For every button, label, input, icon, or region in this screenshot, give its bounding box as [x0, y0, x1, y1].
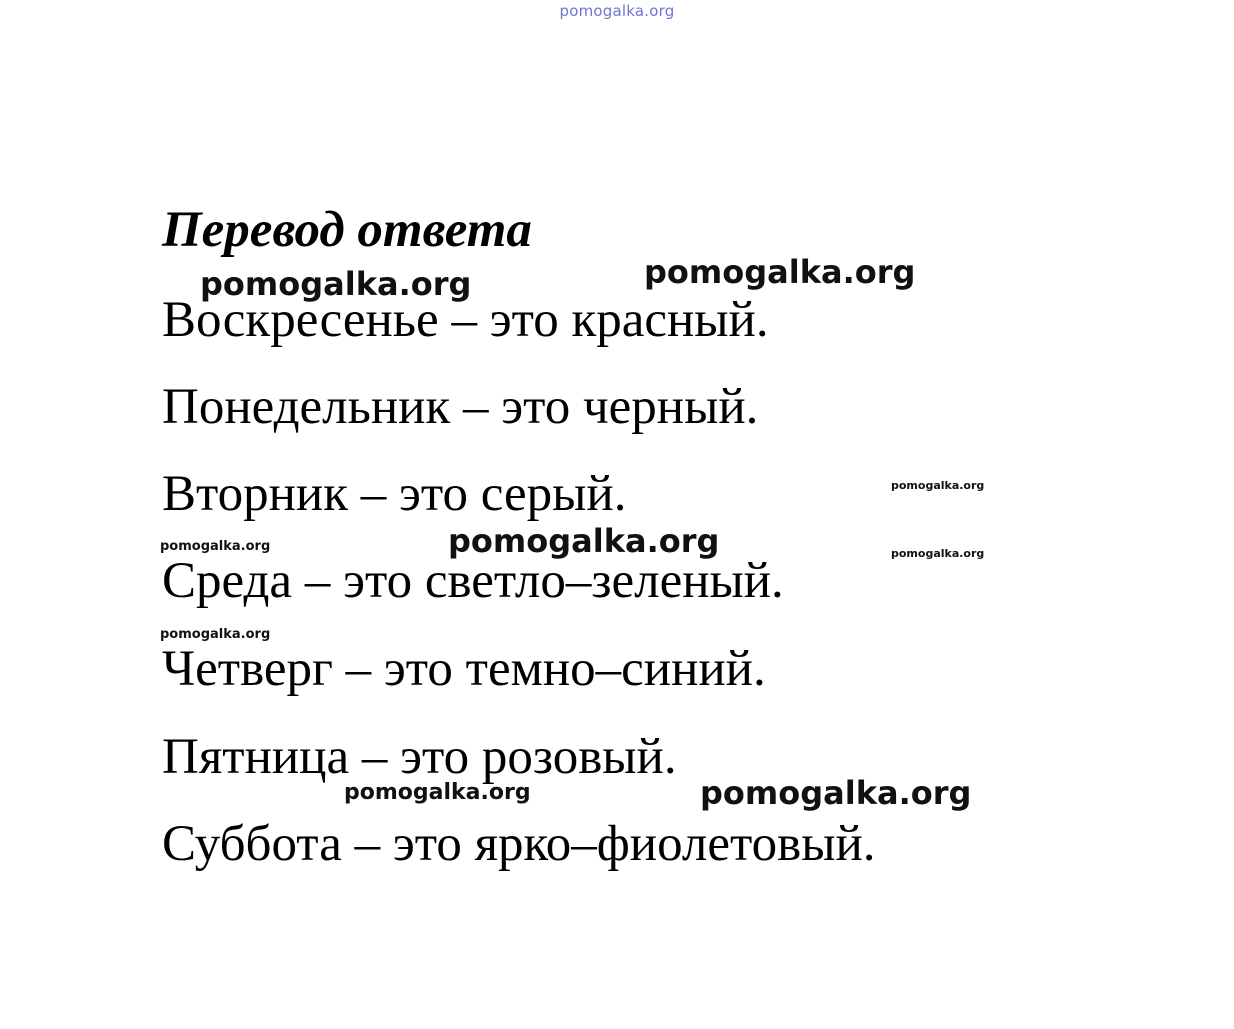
watermark-6: pomogalka.org: [891, 547, 985, 560]
text-line-friday: Пятница – это розовый.: [162, 729, 677, 785]
text-line-saturday: Суббота – это ярко–фиолетовый.: [162, 816, 876, 872]
watermark-3: pomogalka.org: [891, 479, 985, 492]
watermark-2: pomogalka.org: [644, 253, 916, 291]
document-title: Перевод ответа: [162, 202, 532, 258]
text-line-thursday: Четверг – это темно–синий.: [162, 641, 766, 697]
watermark-1: pomogalka.org: [200, 265, 472, 303]
watermark-7: pomogalka.org: [160, 627, 271, 642]
text-line-sunday: Воскресенье – это красный.: [162, 292, 769, 348]
watermark-8: pomogalka.org: [344, 780, 531, 805]
watermark-4: pomogalka.org: [160, 539, 271, 554]
watermark-5: pomogalka.org: [448, 522, 720, 560]
watermark-9: pomogalka.org: [700, 774, 972, 812]
text-line-monday: Понедельник – это черный.: [162, 379, 759, 435]
text-line-tuesday: Вторник – это серый.: [162, 466, 627, 522]
top-watermark: pomogalka.org: [559, 2, 675, 20]
text-line-wednesday: Среда – это светло–зеленый.: [162, 553, 784, 609]
